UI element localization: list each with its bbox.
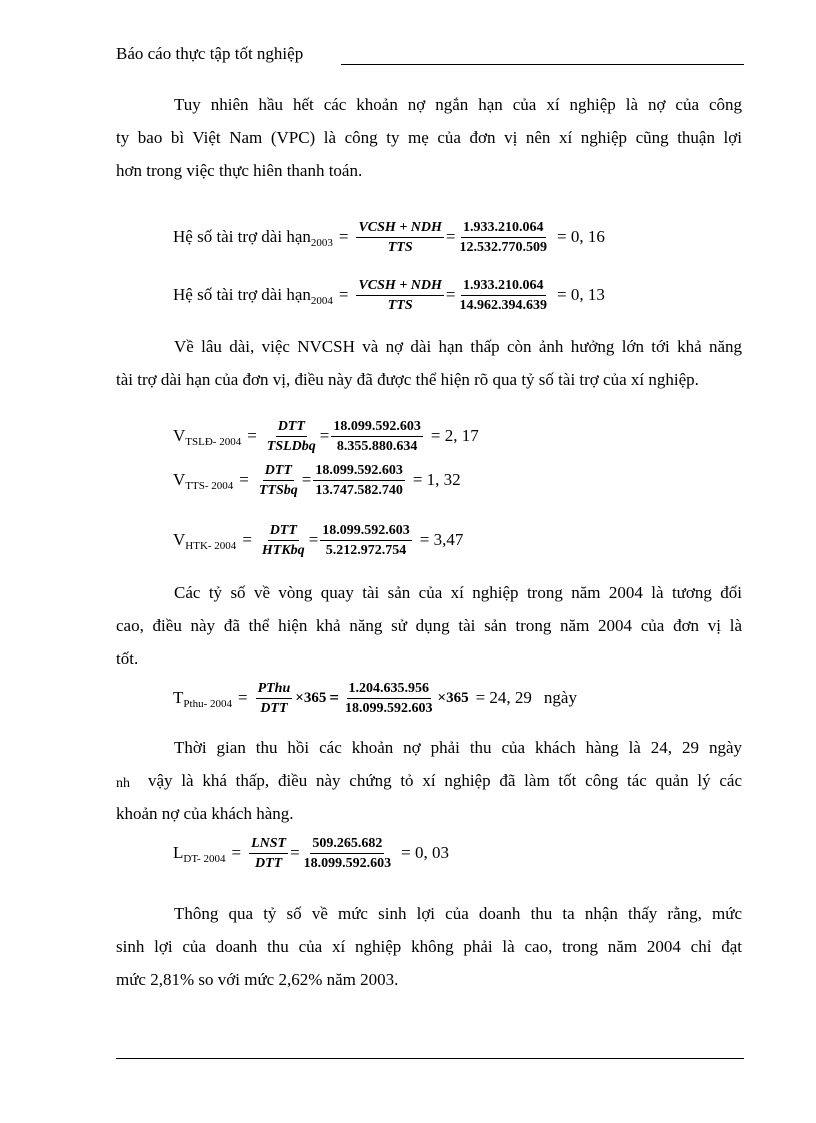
equals-sign: = [308,530,319,549]
paragraph-1 [116,88,742,187]
fraction-numeric [458,277,550,314]
equals-sign: = [445,285,456,304]
paragraph-line: mức 2,81% so với mức 2,62% năm 2003. [116,970,399,989]
formula-result: = 3,47 [419,530,464,549]
paragraph-line: tài trợ dài hạn của đơn vị, điều này đã được thể hiện rõ qua tỷ số tài trợ của xí nghiệp. [116,370,699,389]
paragraph-2 [116,330,742,396]
equals-sign: = [247,426,257,445]
paragraph-line: Tuy nhiên hầu hết các khoản nợ ngắn hạn của xí nghiệp là nợ của công [174,95,742,114]
formula-label: Hệ số tài trợ dài hạn [173,285,311,304]
page-header [116,44,744,66]
denominator: 18.099.592.603 [345,700,433,716]
formula-symbol [173,530,236,550]
formula-symbol [173,426,241,446]
numerator: DTT [263,462,294,481]
paragraph-line: ty bao bì Việt Nam (VPC) là công ty mẹ của đơn vị nên xí nghiệp cũng thuận lợi [116,128,742,147]
numerator: 1.933.210.064 [461,277,546,296]
multiplier: ×365 [437,689,469,706]
numerator: 18.099.592.603 [320,522,412,541]
multiplier: ×365 [295,689,327,706]
paragraph-4 [116,731,742,830]
formula-result: = 0, 03 [401,843,449,862]
numerator: PThu [256,680,293,699]
equals-sign: = [301,470,312,489]
fraction-numeric [343,680,435,717]
formula-label: Hệ số tài trợ dài hạn [173,227,311,246]
fraction-symbolic [260,522,307,559]
numerator: LNST [249,835,288,854]
paragraph-line: hơn trong việc thực hiên thanh toán. [116,161,363,180]
formula-subscript: TSLĐ- 2004 [185,436,242,448]
formula-long-term-financing-2003 [173,212,605,262]
numerator: VCSH + NDH [356,219,443,238]
paragraph-3 [116,576,742,675]
formula-result: = 0, 16 [557,227,605,246]
paragraph-line: cao, điều này đã thể hiện khả năng sử dụng tài sản trong năm 2004 của đơn vị là [116,616,742,635]
paragraph-5 [116,897,742,996]
denominator: 14.962.394.639 [459,297,548,313]
equals-sign: = [445,227,456,246]
fraction-numeric [320,522,412,559]
equals-sign: = [237,688,248,707]
fraction-symbolic [257,462,300,499]
denominator: TSLDbq [266,438,316,454]
equals-sign: = [319,426,330,445]
formula-symbol [173,470,233,490]
formula-subscript: HTK- 2004 [185,540,237,552]
header-rule [341,64,744,65]
denominator: TTS [387,239,413,255]
formula-result: = 1, 32 [412,470,461,489]
fraction-numeric [331,418,423,455]
denominator: DTT [260,700,288,716]
denominator: DTT [254,855,283,871]
formula-profit-margin [173,828,449,878]
equals-sign: = [231,843,242,862]
equals-sign: = [338,227,349,246]
fraction-symbolic [356,219,443,256]
formula-label: V [173,530,186,549]
fraction-numeric [458,219,550,256]
paragraph-line: tốt. [116,649,139,668]
formula-subscript: Pthu- 2004 [183,698,232,710]
numerator: 18.099.592.603 [331,418,423,437]
formula-subscript: TTS- 2004 [185,480,234,492]
footer-rule [116,1058,744,1059]
fraction-numeric [302,835,394,872]
formula-label: T [173,688,184,707]
numerator: 1.204.635.956 [347,680,432,699]
numerator: 18.099.592.603 [313,462,405,481]
equals-sign: = [239,470,249,489]
paragraph-line: Thông qua tỷ số về mức sinh lợi của doanh thu ta nhận thấy rằng, mức [174,904,742,923]
paragraph-line: sinh lợi của doanh thu của xí nghiệp không phải là cao, trong năm 2004 chỉ đạt [116,937,742,956]
equals-sign: = [338,285,349,304]
formula-unit: ngày [543,688,577,707]
fraction-symbolic [256,680,293,717]
formula-current-asset-turnover [173,411,479,461]
denominator: 13.747.582.740 [315,482,403,498]
fraction-symbolic [265,418,318,455]
formula-subscript: DT- 2004 [183,853,226,865]
paragraph-line: khoản nợ của khách hàng. [116,804,294,823]
formula-symbol [173,227,333,247]
denominator: 8.355.880.634 [336,438,418,454]
numerator: 1.933.210.064 [461,219,546,238]
numerator: VCSH + NDH [356,277,443,296]
formula-symbol [173,285,333,305]
denominator: 5.212.972.754 [325,542,407,558]
equals-sign: = [329,688,340,707]
numerator: 509.265.682 [310,835,384,854]
stray-text-fragment: nh [116,776,130,791]
equals-sign: = [242,530,252,549]
formula-result: = 2, 17 [430,426,479,445]
fraction-numeric [313,462,405,499]
paragraph-line: vậy là khá thấp, điều này chứng tỏ xí nghiệp đã làm tốt công tác quản lý các [148,771,742,790]
formula-symbol [173,688,232,708]
formula-subscript: 2004 [310,295,333,307]
formula-total-asset-turnover [173,455,461,505]
formula-inventory-turnover [173,515,463,565]
formula-result: = 24, 29 [475,688,532,707]
denominator: TTS [387,297,413,313]
equals-sign: = [290,843,300,862]
denominator: HTKbq [261,542,305,558]
fraction-symbolic [249,835,288,872]
paragraph-line: Các tỷ số về vòng quay tài sản của xí nghiệp trong năm 2004 là tương đối [174,583,742,602]
formula-symbol [173,843,225,863]
formula-label: V [173,426,186,445]
denominator: TTSbq [258,482,298,498]
formula-subscript: 2003 [310,237,333,249]
formula-receivable-collection-period [173,673,577,723]
formula-label: V [173,470,186,489]
numerator: DTT [268,522,299,541]
denominator: 18.099.592.603 [303,855,392,871]
fraction-symbolic [356,277,443,314]
formula-label: L [173,843,184,862]
formula-long-term-financing-2004 [173,270,605,320]
header-title: Báo cáo thực tập tốt nghiệp [116,44,304,63]
denominator: 12.532.770.509 [459,239,548,255]
paragraph-line: Về lâu dài, việc NVCSH và nợ dài hạn thấp còn ảnh hưởng lớn tới khả năng [174,337,742,356]
paragraph-line: Thời gian thu hồi các khoản nợ phải thu của khách hàng là 24, 29 ngày [174,738,742,757]
numerator: DTT [276,418,307,437]
formula-result: = 0, 13 [557,285,605,304]
